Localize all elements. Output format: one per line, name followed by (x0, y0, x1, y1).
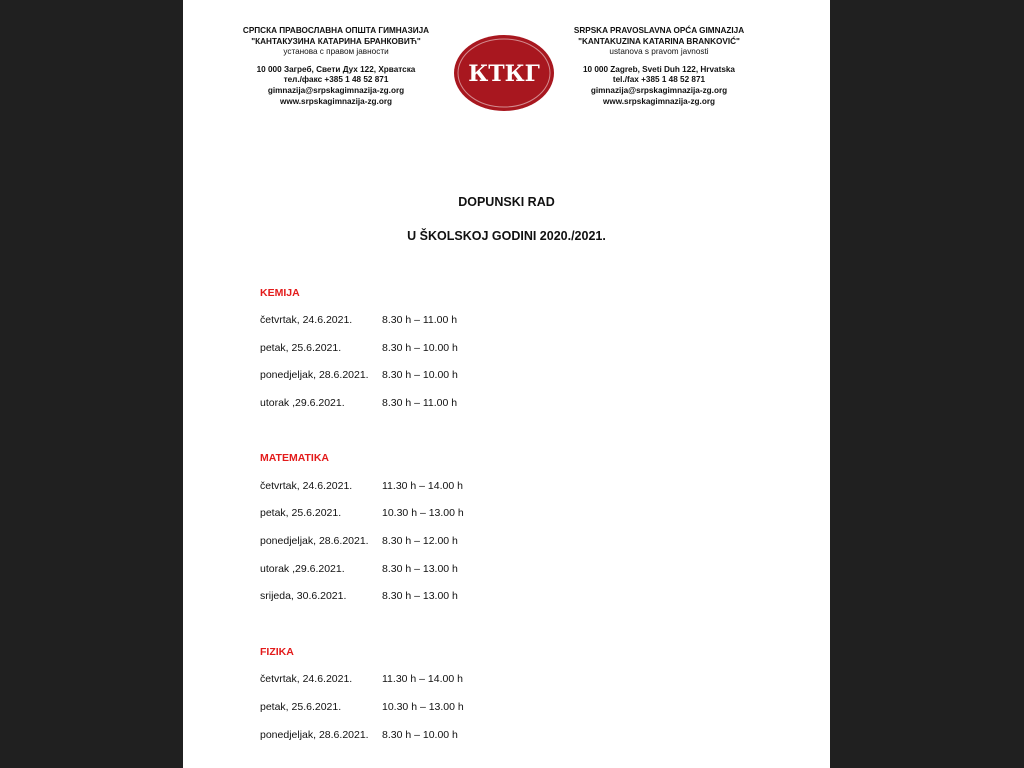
row-time: 8.30 h – 10.00 h (382, 342, 458, 354)
school-status-lat: ustanova s pravom javnosti (609, 47, 709, 57)
row-date: petak, 25.6.2021. (260, 342, 342, 354)
schedule-row (260, 507, 464, 519)
schedule-row (260, 673, 463, 685)
row-time: 8.30 h – 13.00 h (382, 590, 458, 602)
row-time: 8.30 h – 11.00 h (382, 397, 458, 409)
phone-lat: tel./fax +385 1 48 52 871 (612, 75, 706, 85)
row-time: 8.30 h – 12.00 h (382, 535, 458, 547)
school-logo (452, 33, 556, 113)
address-cyr: 10 000 Загреб, Свети Дух 122, Хрватска (256, 64, 416, 74)
schedule-row (260, 480, 463, 492)
schedule-row (260, 701, 464, 713)
document-subtitle: U ŠKOLSKOJ GODINI 2020./2021. (407, 229, 606, 243)
row-date: utorak ,29.6.2021. (260, 397, 345, 409)
school-name-cyr-line1: СРПСКА ПРАВОСЛАВНА ОПШТА ГИМНАЗИЈА (242, 26, 430, 35)
row-time: 8.30 h – 13.00 h (382, 563, 458, 575)
email-cyr[interactable]: gimnazija@srpskagimnazija-zg.org (267, 85, 405, 95)
row-time: 10.30 h – 13.00 h (382, 507, 464, 519)
row-time: 8.30 h – 11.00 h (382, 314, 458, 326)
document-page (183, 0, 830, 768)
subject-heading-fizika: FIZIKA (260, 646, 294, 658)
schedule-row (260, 369, 458, 381)
row-date: srijeda, 30.6.2021. (260, 590, 347, 602)
school-name-lat-line1: SRPSKA PRAVOSLAVNA OPĆA GIMNAZIJA (573, 26, 745, 35)
website-lat[interactable]: www.srpskagimnazija-zg.org (602, 96, 716, 106)
schedule-row (260, 397, 457, 409)
row-time: 11.30 h – 14.00 h (382, 480, 463, 492)
schedule-row (260, 729, 458, 741)
subject-heading-matematika: MATEMATIKA (260, 452, 330, 464)
phone-cyr: тел./факс +385 1 48 52 871 (283, 75, 389, 85)
row-date: ponedjeljak, 28.6.2021. (260, 535, 369, 547)
header-right-latin (549, 26, 769, 107)
header-left-cyrillic (226, 26, 446, 107)
row-date: četvrtak, 24.6.2021. (260, 673, 353, 685)
row-date: utorak ,29.6.2021. (260, 563, 345, 575)
document-title: DOPUNSKI RAD (458, 195, 555, 209)
row-time: 8.30 h – 10.00 h (382, 369, 458, 381)
row-date: četvrtak, 24.6.2021. (260, 314, 353, 326)
schedule-row (260, 590, 458, 602)
row-date: četvrtak, 24.6.2021. (260, 480, 353, 492)
row-date: ponedjeljak, 28.6.2021. (260, 729, 369, 741)
logo-lettering: КТКГ (468, 61, 540, 87)
schedule-row (260, 535, 458, 547)
email-lat[interactable]: gimnazija@srpskagimnazija-zg.org (590, 85, 728, 95)
row-time: 11.30 h – 14.00 h (382, 673, 463, 685)
school-name-lat-line2: "KANTAKUZINA KATARINA BRANKOVIĆ" (578, 36, 740, 46)
row-date: petak, 25.6.2021. (260, 701, 342, 713)
schedule-row (260, 314, 457, 326)
row-time: 10.30 h – 13.00 h (382, 701, 464, 713)
row-time: 8.30 h – 10.00 h (382, 729, 458, 741)
row-date: petak, 25.6.2021. (260, 507, 342, 519)
subject-heading-kemija: KEMIJA (260, 287, 300, 299)
school-status-cyr: установа с правом јавности (283, 47, 389, 57)
school-name-cyr-line2: "КАНТАКУЗИНА КАТАРИНА БРАНКОВИЋ" (251, 36, 421, 46)
row-date: ponedjeljak, 28.6.2021. (260, 369, 369, 381)
schedule-row (260, 342, 458, 354)
website-cyr[interactable]: www.srpskagimnazija-zg.org (279, 96, 393, 106)
address-lat: 10 000 Zagreb, Sveti Duh 122, Hrvatska (582, 64, 735, 74)
schedule-row (260, 563, 458, 575)
